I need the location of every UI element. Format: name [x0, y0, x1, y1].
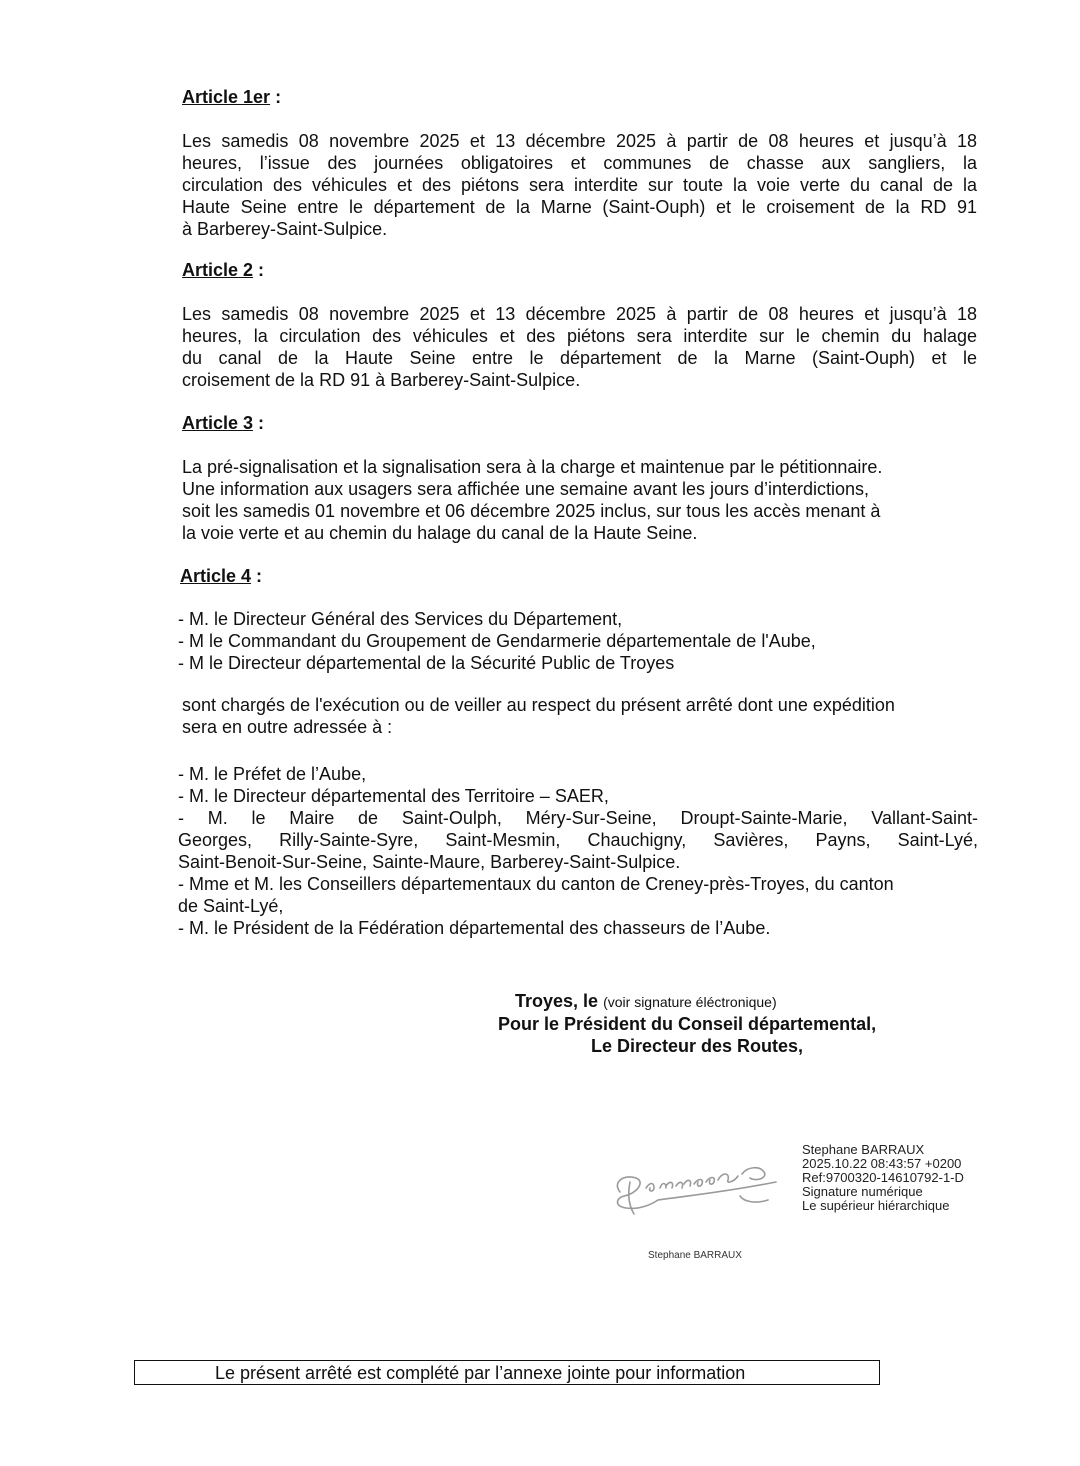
place-date-line: [440, 990, 980, 1013]
article-1-colon: :: [270, 87, 282, 107]
signature-ref: Ref:9700320-14610792-1-D: [802, 1170, 964, 1185]
article-1-line: Les samedis 08 novembre 2025 et 13 décembre 2025 à partir de 08 heures et jusqu’à 18: [182, 131, 977, 151]
article-1-line: circulation des véhicules et des piétons sera interdite sur toute la voie verte du canal de la: [182, 175, 977, 195]
article-3-colon: :: [253, 413, 265, 433]
recipient-item: - M. le Maire de Saint-Oulph, Méry-Sur-Seine, Droupt-Sainte-Marie, Vallant-Saint-: [178, 808, 978, 828]
article-3-line: la voie verte et au chemin du halage du canal de la Haute Seine.: [182, 523, 698, 543]
charged-paragraph: [182, 694, 977, 738]
digital-signature-info: [802, 1143, 964, 1213]
article-3-line: Une information aux usagers sera affichée une semaine avant les jours d’interdictions,: [182, 479, 870, 499]
article-1-title: Article 1er: [182, 87, 271, 107]
article-4-heading: [180, 565, 262, 587]
article-2-line: Les samedis 08 novembre 2025 et 13 décembre 2025 à partir de 08 heures et jusqu’à 18: [182, 304, 977, 324]
executor-item: - M le Commandant du Groupement de Gendarmerie départementale de l'Aube,: [178, 631, 816, 651]
recipient-item: - M. le Président de la Fédération départemental des chasseurs de l’Aube.: [178, 918, 771, 938]
article-2-heading: [182, 259, 264, 281]
article-1-line: Haute Seine entre le département de la Marne (Saint-Ouph) et le croisement de la RD 91: [182, 197, 977, 217]
article-1-heading: [182, 86, 281, 108]
executor-item: - M le Directeur départemental de la Sécurité Public de Troyes: [178, 653, 675, 673]
annex-note-text: Le présent arrêté est complété par l’annexe jointe pour information: [215, 1363, 746, 1383]
article-3-line: La pré-signalisation et la signalisation sera à la charge et maintenue par le pétitionnaire.: [182, 457, 883, 477]
place-label: Troyes, le: [515, 991, 599, 1011]
recipient-item: - Mme et M. les Conseillers départementaux du canton de Creney-près-Troyes, du canton: [178, 874, 894, 894]
recipient-item: de Saint-Lyé,: [178, 896, 284, 916]
recipient-item: Saint-Benoit-Sur-Seine, Sainte-Maure, Barberey-Saint-Sulpice.: [178, 852, 681, 872]
article-1-line: heures, l’issue des journées obligatoires et communes de chasse aux sangliers, la: [182, 153, 977, 173]
charged-line: sont chargés de l'exécution ou de veiller au respect du présent arrêté dont une expédition: [182, 695, 895, 715]
signer-role: Le supérieur hiérarchique: [802, 1198, 950, 1213]
director-title-line: Le Directeur des Routes,: [591, 1036, 804, 1056]
recipient-item: Georges, Rilly-Sainte-Syre, Saint-Mesmin, Chauchigny, Savières, Payns, Saint-Lyé,: [178, 830, 978, 850]
article-2-title: Article 2: [182, 260, 254, 280]
signature-block: [440, 990, 980, 1057]
article-3-title: Article 3: [182, 413, 254, 433]
recipient-item: - M. le Directeur départemental des Territoire – SAER,: [178, 786, 609, 806]
executor-item: - M. le Directeur Général des Services du Département,: [178, 609, 623, 629]
article-1-line: à Barberey-Saint-Sulpice.: [182, 219, 388, 239]
signature-timestamp: 2025.10.22 08:43:57 +0200: [802, 1156, 962, 1171]
article-2-line: heures, la circulation des véhicules et des piétons sera interdite sur le chemin du halage: [182, 326, 977, 346]
charged-line: sera en outre adressée à :: [182, 717, 393, 737]
place-note: (voir signature éléctronique): [603, 994, 777, 1010]
article-2-body: [182, 303, 977, 391]
article-3-body: [182, 456, 977, 544]
article-3-heading: [182, 412, 264, 434]
article-2-line: croisement de la RD 91 à Barberey-Saint-Sulpice.: [182, 370, 581, 390]
signature-label: Signature numérique: [802, 1184, 923, 1199]
article-1-body: [182, 130, 977, 240]
article-2-colon: :: [253, 260, 265, 280]
for-president-line: Pour le Président du Conseil départemental,: [498, 1014, 877, 1034]
recipient-item: - M. le Préfet de l’Aube,: [178, 764, 367, 784]
article-4-title: Article 4: [180, 566, 252, 586]
signer-name-under-signature: Stephane BARRAUX: [648, 1250, 742, 1261]
article-4-colon: :: [251, 566, 263, 586]
executors-list: [178, 608, 978, 674]
article-2-line: du canal de la Haute Seine entre le département de la Marne (Saint-Ouph) et le: [182, 348, 977, 368]
signer-name: Stephane BARRAUX: [802, 1142, 925, 1157]
annex-note-box: [134, 1360, 880, 1385]
recipients-list: [178, 763, 978, 939]
article-3-line: soit les samedis 01 novembre et 06 décembre 2025 inclus, sur tous les accès menant à: [182, 501, 881, 521]
handwritten-signature-icon: [606, 1152, 786, 1222]
